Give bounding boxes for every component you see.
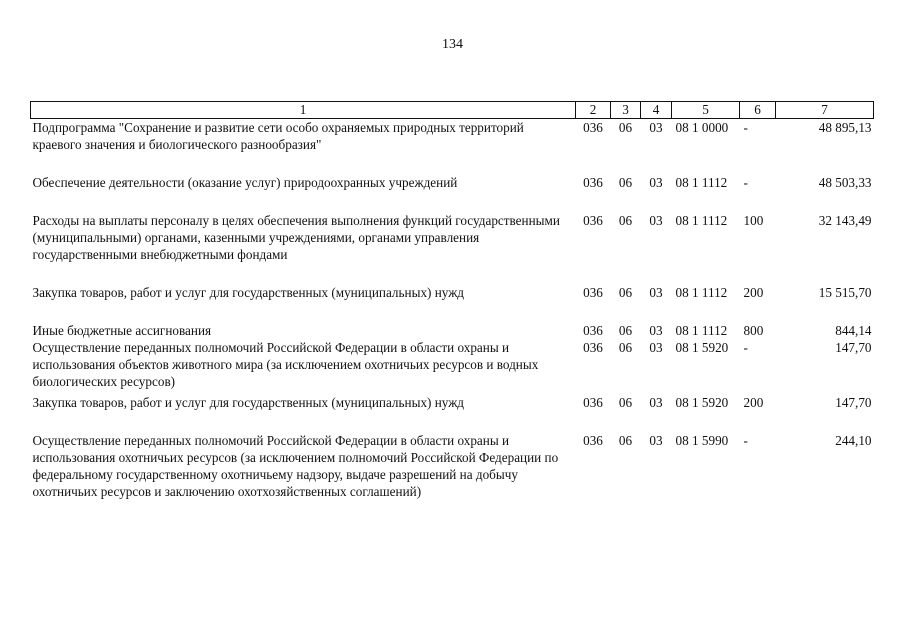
row-name: Обеспечение деятельности (оказание услуг) природоохранных учреждений <box>32 175 458 190</box>
row-rz: 06 <box>618 340 633 355</box>
row-csr: 08 1 1112 <box>675 285 728 300</box>
row-csr: 08 1 5920 <box>675 340 729 355</box>
table-row <box>31 322 874 339</box>
row-rz: 06 <box>618 175 633 190</box>
row-ved: 036 <box>583 120 603 135</box>
row-pr: 03 <box>649 340 663 355</box>
table-row <box>31 339 874 394</box>
row-ved: 036 <box>583 323 603 338</box>
row-sum: 147,70 <box>835 395 872 410</box>
row-rz: 06 <box>618 323 633 338</box>
row-sum: 48 895,13 <box>818 120 872 135</box>
row-csr: 08 1 5920 <box>675 395 729 410</box>
header-col-1: 1 <box>31 102 576 119</box>
row-csr: 08 1 1112 <box>675 323 728 338</box>
row-pr: 03 <box>649 285 663 300</box>
header-col-2: 2 <box>576 102 611 119</box>
row-vr: - <box>743 433 748 448</box>
table-row <box>31 432 874 500</box>
row-rz: 06 <box>618 213 633 228</box>
row-name: Подпрограмма "Сохранение и развитие сети особо охраняемых природных территорий краевого значения и биологического разнообразия" <box>32 120 524 152</box>
row-ved: 036 <box>583 340 603 355</box>
row-name: Иные бюджетные ассигнования <box>32 323 212 338</box>
row-vr: 200 <box>743 395 764 410</box>
header-col-3: 3 <box>611 102 641 119</box>
row-vr: 800 <box>743 323 764 338</box>
row-rz: 06 <box>618 120 633 135</box>
header-col-7: 7 <box>776 102 874 119</box>
row-ved: 036 <box>583 213 603 228</box>
row-name: Закупка товаров, работ и услуг для государственных (муниципальных) нужд <box>32 395 465 410</box>
row-pr: 03 <box>649 213 663 228</box>
row-csr: 08 1 1112 <box>675 213 728 228</box>
table-row <box>31 119 874 175</box>
row-vr: 200 <box>743 285 764 300</box>
table-row <box>31 212 874 284</box>
row-vr: - <box>743 120 748 135</box>
table-row <box>31 284 874 322</box>
row-sum: 244,10 <box>835 433 872 448</box>
row-sum: 32 143,49 <box>818 213 872 228</box>
header-col-4: 4 <box>641 102 672 119</box>
row-name: Осуществление переданных полномочий Российской Федерации в области охраны и использования объектов животного мира (за исключением охотничьих ресурсов и водных биологических ресурсов) <box>32 340 539 389</box>
page-number: 134 <box>442 37 463 52</box>
row-vr: - <box>743 340 748 355</box>
row-csr: 08 1 0000 <box>675 120 729 135</box>
table-row <box>31 394 874 432</box>
row-name: Расходы на выплаты персоналу в целях обеспечения выполнения функций государственными (муниципальными) органами, казенными учреждениями, органами управления государственными внебюджетными фондами <box>32 213 560 262</box>
table-row <box>31 174 874 212</box>
header-col-6: 6 <box>740 102 776 119</box>
row-rz: 06 <box>618 433 633 448</box>
row-name: Осуществление переданных полномочий Российской Федерации в области охраны и использования охотничьих ресурсов (за исключением полномочий Российской Федерации по федеральному государственному охотничьему надзору, выдаче разрешений на добычу охотничьих ресурсов и заключению охотхозяйственных соглашений) <box>32 433 559 499</box>
row-pr: 03 <box>649 120 663 135</box>
row-rz: 06 <box>618 285 633 300</box>
budget-table <box>30 101 874 500</box>
row-ved: 036 <box>583 433 603 448</box>
row-rz: 06 <box>618 395 633 410</box>
table-body <box>31 119 874 501</box>
row-vr: 100 <box>743 213 764 228</box>
row-sum: 147,70 <box>835 340 872 355</box>
row-name: Закупка товаров, работ и услуг для государственных (муниципальных) нужд <box>32 285 465 300</box>
header-col-5: 5 <box>672 102 740 119</box>
row-sum: 15 515,70 <box>818 285 872 300</box>
row-ved: 036 <box>583 395 603 410</box>
row-sum: 844,14 <box>835 323 872 338</box>
row-ved: 036 <box>583 175 603 190</box>
row-pr: 03 <box>649 433 663 448</box>
row-csr: 08 1 5990 <box>675 433 729 448</box>
row-vr: - <box>743 175 748 190</box>
row-pr: 03 <box>649 323 663 338</box>
table-header <box>31 102 874 119</box>
row-sum: 48 503,33 <box>818 175 872 190</box>
row-pr: 03 <box>649 395 663 410</box>
row-pr: 03 <box>649 175 663 190</box>
row-ved: 036 <box>583 285 603 300</box>
row-csr: 08 1 1112 <box>675 175 728 190</box>
